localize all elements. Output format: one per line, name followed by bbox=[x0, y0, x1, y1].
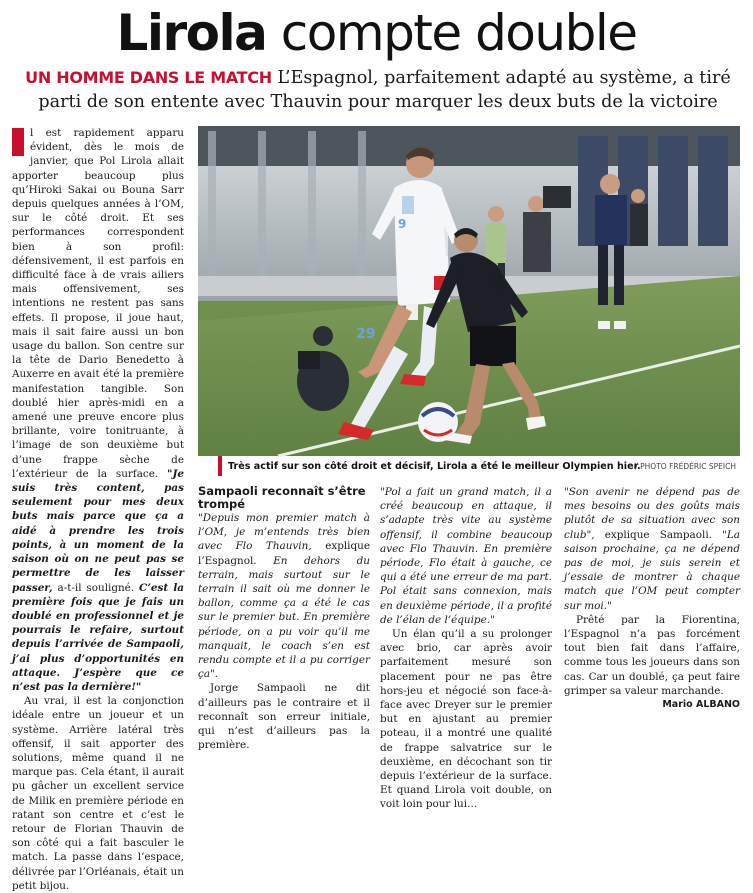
caption-bar bbox=[218, 456, 222, 476]
paragraph-5-end: explique Sampaoli. bbox=[594, 528, 723, 541]
paragraph-6-text: Prêté par la Fiorentina, l’Espagnol n’a pas forcément tout bien fait dans l’affaire, comme tous les joueurs dans son cas. Car un doublé, ça peut faire grimper sa valeur marchande. bbox=[564, 613, 740, 697]
photo-credit: / PHOTO FRÉDÉRIC SPEICH bbox=[635, 462, 736, 471]
paragraph-6 bbox=[564, 613, 740, 698]
paragraph-5 bbox=[380, 627, 552, 812]
paragraph-5-quote: "Son avenir ne dépend pas de mes besoins ou des goûts mais plutôt de sa situation avec son club", bbox=[564, 486, 740, 541]
headline bbox=[0, 2, 753, 64]
paragraph-5-quote-2: "La saison prochaine, ça ne dépend pas de moi, je suis serein et j’essaie de montrer à chaque match que l’OM peut compter sur moi." bbox=[564, 528, 740, 612]
paragraph-2-text: Au vrai, il est la conjonction idéale entre un joueur et un système. Arrière latéral très offensif, il sait apporter des solutions, même quand il ne marque pas. Cela étant, il aurait pu gâcher un excellent service de Milik en première période en ratant son centre et c’est le retour de Florian Thauvin de son côté qui a fait basculer le match. La passe dans l’espace, délivrée par l’Orléanais, était un petit bijou. bbox=[12, 695, 184, 892]
article-column-1 bbox=[12, 126, 184, 892]
svg-text:9: 9 bbox=[398, 217, 407, 231]
paragraph-3-quote: "Depuis mon premier match à l’OM, je m’entends très bien avec Flo Thauvin, bbox=[198, 512, 370, 553]
headline-name: Lirola bbox=[116, 4, 267, 62]
article-column-2 bbox=[198, 485, 370, 758]
paragraph-3-quote-2: En dehors du terrain, mais surtout sur le terrain il sait où me donner le ballon, comme ça a été le cas sur le premier but. En première période, on a pu voir qu’il me manquait, le coach s’en est rendu compte et il a pu corriger ça". bbox=[198, 554, 370, 681]
paragraph-4 bbox=[380, 485, 552, 627]
subheading: Sampaoli reconnaît s’être trompé bbox=[198, 484, 366, 511]
paragraph-1-quote-2: C’est la première fois que je fais un doublé en professionnel et je pourrais le refaire, surtout depuis l’arrivée de Sampaoli, j’ai plus d’opportunités en attaque. J’espère que ce n’est pas la dernière!" bbox=[12, 581, 184, 693]
deck-text: L’Espagnol, parfaitement adapté au système, a tiré parti de son entente avec Thauvin pour marquer les deux buts de la victoire bbox=[38, 68, 731, 112]
photo-illustration bbox=[198, 126, 740, 456]
paragraph-4-quote: "Pol a fait un grand match, il a créé beaucoup en attaque, il s’adapte très vite au système offensif, il combine beaucoup avec Flo Thauvin. En première période, Flo était à gauche, ce qui a été une erreur de ma part. Pol était sans connexion, mais en deuxième période, il a profité de l’élan de l’équipe." bbox=[380, 486, 552, 626]
caption-text: Très actif sur son côté droit et décisif, Lirola a été le meilleur Olympien hier. bbox=[228, 461, 641, 472]
article-column-4 bbox=[564, 485, 740, 758]
paragraph-1 bbox=[12, 126, 184, 694]
paragraph-2 bbox=[12, 694, 184, 893]
paragraph-1-end: a-t-il souligné. bbox=[52, 581, 139, 594]
paragraph-1-text: l est rapidement apparu évident, dès le mois de janvier, que Pol Lirola allait apporter beaucoup plus qu’Hiroki Sakai ou Bouna Sarr depuis quelques années à l’OM, sur le côté droit. Et ses performances correspondent bien à son profil: défensivement, il est parfois en difficulté face à de vrais ailiers mais offensivement, ses intentions ne restent pas sans effets. Il propose, il joue haut, mais il sait faire aussi un bon usage du ballon. Son centre sur la tête de Dario Benedetto à Auxerre en avait été la première manifestation tangible. Son doublé hier après-midi en a amené une preuve encore plus brillante, voire tonitruante, à l’image de son deuxième but d’une frappe sèche de l’extérieur de la surface. bbox=[12, 127, 184, 480]
paragraph-1-quote: "Je suis très content, pas seulement pour mes deux buts mais parce que ça a aidé à prendre les trois points, à un moment de la saison où on ne peut pas se permettre de les laisser passer, bbox=[12, 467, 184, 594]
dropcap-bar bbox=[12, 128, 24, 156]
match-photo bbox=[198, 126, 740, 456]
headline-rest: compte double bbox=[266, 4, 637, 62]
paragraph-3-mid: explique l’Espagnol. bbox=[198, 540, 370, 567]
article-column-3 bbox=[380, 485, 552, 811]
jersey-number: 29 bbox=[356, 326, 376, 342]
paragraph-3 bbox=[198, 511, 370, 681]
photo-caption bbox=[198, 456, 740, 478]
paragraph-5-text: Un élan qu’il a su prolonger avec brio, car après avoir parfaitement mesuré son placement pour ne pas être hors-jeu et négocié son face-à-face avec Dreyer sur le premier but en ajustant au premier poteau, il a montré une qualité de frappe salvatrice sur le deuxième, en décochant son tir depuis l’extérieur de la surface. Et quand Lirola voit double, on voit loin pour lui… bbox=[380, 628, 552, 811]
paragraph-4-text: Jorge Sampaoli ne dit d’ailleurs pas le contraire et il reconnaît son erreur initiale, qui n’est d’ailleurs pas la première. bbox=[198, 682, 370, 752]
deck-kicker: UN HOMME DANS LE MATCH bbox=[25, 68, 272, 87]
deck bbox=[8, 66, 748, 114]
author-signature: Mario ALBANO bbox=[662, 699, 740, 711]
paragraph-4-start bbox=[198, 681, 370, 752]
paragraph-5-cont bbox=[564, 485, 740, 613]
